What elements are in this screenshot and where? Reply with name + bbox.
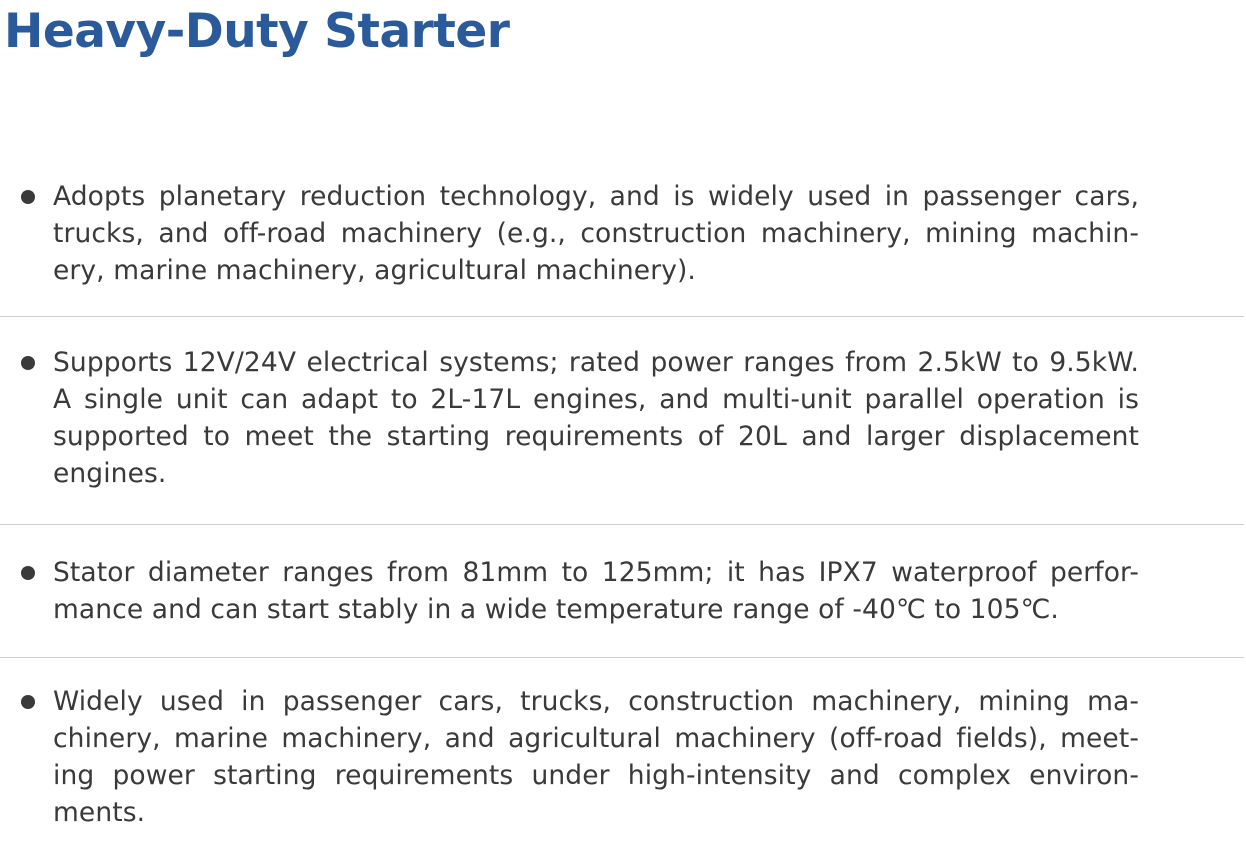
feature-line: Adopts planetary reduction technology, and is widely used in passenger cars,: [53, 181, 1139, 212]
feature-line: ery, marine machinery, agricultural machinery).: [53, 255, 696, 286]
feature-line: supported to meet the starting requirements of 20L and larger displacement: [53, 421, 1139, 452]
feature-line: ments.: [53, 797, 146, 828]
feature-line: mance and can start stably in a wide temperature range of -40℃ to 105℃.: [53, 594, 1059, 625]
bullet-icon: [21, 566, 35, 580]
feature-line: Supports 12V/24V electrical systems; rated power ranges from 2.5kW to 9.5kW.: [53, 347, 1139, 378]
divider: [0, 524, 1244, 525]
page-title: Heavy-Duty Starter: [4, 4, 510, 59]
feature-line: Stator diameter ranges from 81mm to 125mm; it has IPX7 waterproof perfor-: [53, 557, 1139, 588]
feature-line: engines.: [53, 458, 167, 489]
feature-text: [53, 344, 1139, 492]
feature-line: chinery, marine machinery, and agricultural machinery (off-road fields), meet-: [53, 723, 1139, 754]
feature-line: Widely used in passenger cars, trucks, construction machinery, mining ma-: [53, 686, 1139, 717]
bullet-icon: [21, 695, 35, 709]
feature-text: [53, 554, 1139, 628]
divider: [0, 657, 1244, 658]
feature-text: [53, 683, 1139, 831]
feature-line: A single unit can adapt to 2L-17L engines, and multi-unit parallel operation is: [53, 384, 1139, 415]
feature-line: ing power starting requirements under high-intensity and complex environ-: [53, 760, 1139, 791]
bullet-icon: [21, 190, 35, 204]
feature-text: [53, 178, 1139, 289]
feature-line: trucks, and off-road machinery (e.g., construction machinery, mining machin-: [53, 218, 1139, 249]
bullet-icon: [21, 356, 35, 370]
divider: [0, 316, 1244, 317]
